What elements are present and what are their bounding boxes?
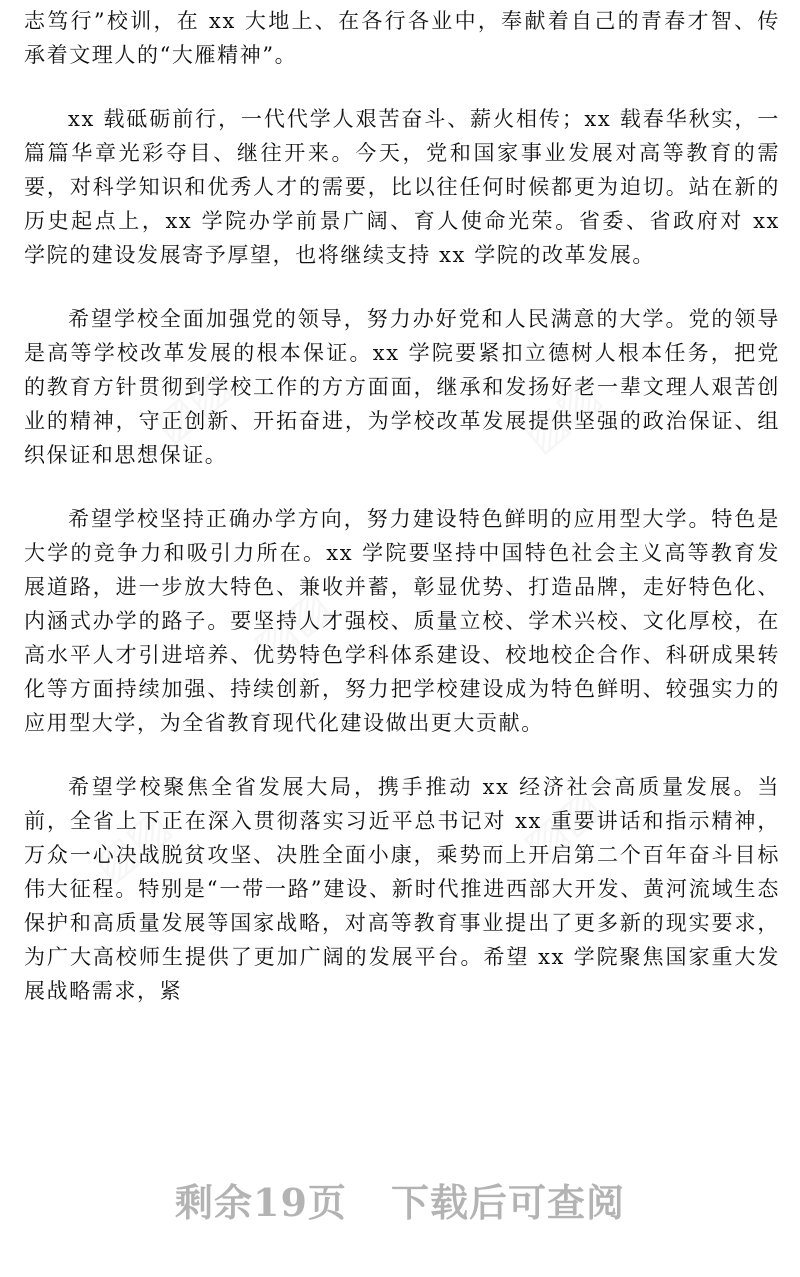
paragraph: 希望学校聚焦全省发展大局，携手推动 xx 经济社会高质量发展。当前，全省上下正在深入贯彻落实习近平总书记对 xx 重要讲话和指示精神，万众一心决战脱贫攻坚、决胜全面小康，乘势而上开启第二个百年奋斗目标伟大征程。特别是“一带一路”建设、新时代推进西部大开发、黄河流域生态保护和高质量发展等国家战略，对高等教育事业提出了更多新的现实要求，为广大高校师生提供了更加广阔的发展平台。希望 xx 学院聚焦国家重大发展战略需求，紧 (24, 775, 780, 1003)
paragraph: xx 载砥砺前行，一代代学人艰苦奋斗、薪火相传；xx 载春华秋实，一篇篇华章光彩夺目、继往开来。今天，党和国家事业发展对高等教育的需要，对科学知识和优秀人才的需要，比以往任何时候都更为迫切。站在新的历史起点上，xx 学院办学前景广阔、育人使命光荣。省委、省政府对 xx 学院的建设发展寄予厚望，也将继续支持 xx 学院的改革发展。 (24, 107, 780, 267)
download-banner[interactable] (0, 1172, 800, 1227)
remaining-pages-label: 剩余19页 (175, 1180, 347, 1225)
document-body (24, 4, 780, 1008)
paragraph-continuation: 志笃行”校训，在 xx 大地上、在各行各业中，奉献着自己的青春才智、传承着文理人的“大雁精神”。 (24, 9, 780, 67)
paragraph: 希望学校全面加强党的领导，努力办好党和人民满意的大学。党的领导是高等学校改革发展的根本保证。xx 学院要紧扣立德树人根本任务，把党的教育方针贯彻到学校工作的方方面面，继承和发扬好老一辈文理人艰苦创业的精神，守正创新、开拓奋进，为学校改革发展提供坚强的政治保证、组织保证和思想保证。 (24, 307, 780, 467)
paragraph: 希望学校坚持正确办学方向，努力建设特色鲜明的应用型大学。特色是大学的竞争力和吸引力所在。xx 学院要坚持中国特色社会主义高等教育发展道路，进一步放大特色、兼收并蓄，彰显优势、打造品牌，走好特色化、内涵式办学的路子。要坚持人才强校、质量立校、学术兴校、文化厚校，在高水平人才引进培养、优势特色学科体系建设、校地校企合作、科研成果转化等方面持续加强、持续创新，努力把学校建设成为特色鲜明、较强实力的应用型大学，为全省教育现代化建设做出更大贡献。 (24, 507, 780, 735)
download-hint-label: 下载后可查阅 (390, 1180, 625, 1225)
